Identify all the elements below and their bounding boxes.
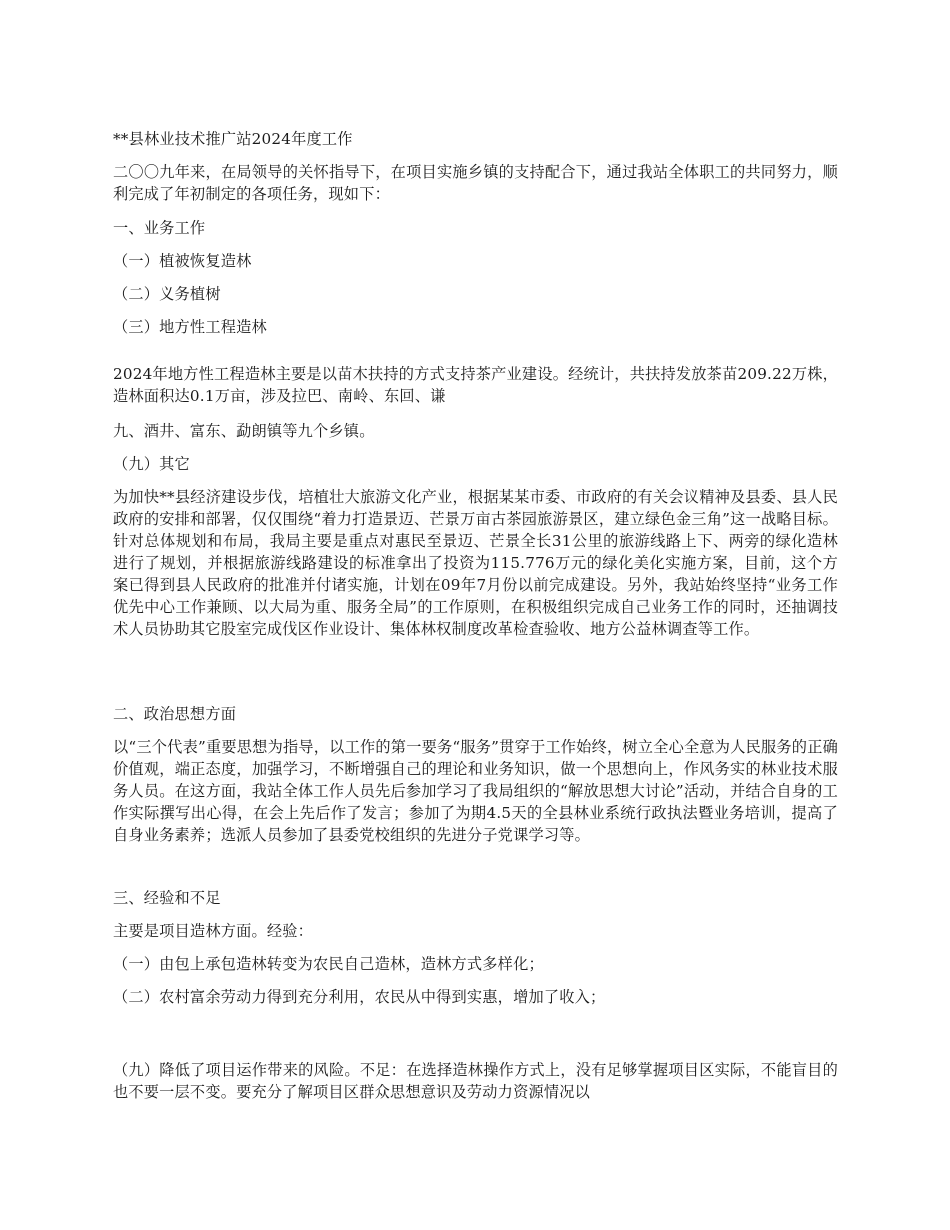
subsection-voluntary-tree-planting: （二）义务植树 (113, 285, 221, 303)
intro-paragraph: 二〇〇九年来，在局领导的关怀指导下，在项目实施乡镇的支持配合下，通过我站全体职工的共同努力，顺利完成了年初制定的各项任务，现如下： (113, 163, 838, 203)
towns-line: 九、酒井、富东、勐朗镇等九个乡镇。 (113, 422, 375, 440)
last-paragraph: （九）降低了项目运作带来的风险。不足：在选择造林操作方式上，没有足够掌握项目区实际，不能盲目的也不要一层不变。要充分了解项目区群众思想意识及劳动力资源情况以 (113, 1061, 838, 1101)
experience-intro: 主要是项目造林方面。经验： (113, 922, 314, 940)
section-heading-political: 二、政治思想方面 (113, 705, 237, 723)
subsection-vegetation-restoration: （一）植被恢复造林 (113, 252, 252, 270)
subsection-local-engineering-afforestation: （三）地方性工程造林 (113, 318, 267, 336)
section-heading-experience: 三、经验和不足 (113, 889, 221, 907)
experience-item-2: （二）农村富余劳动力得到充分利用，农民从中得到实惠，增加了收入； (113, 988, 606, 1006)
stats-paragraph: 2024年地方性工程造林主要是以苗木扶持的方式支持茶产业建设。经统计，共扶持发放茶苗209.22万株，造林面积达0.1万亩，涉及拉巴、南岭、东回、谦 (113, 365, 838, 405)
experience-item-1: （一）由包上承包造林转变为农民自己造林，造林方式多样化； (113, 955, 544, 973)
document-title: **县林业技术推广站2024年度工作 (113, 130, 353, 148)
section-heading-business: 一、业务工作 (113, 219, 206, 237)
subsection-other: （九）其它 (113, 455, 190, 473)
body-paragraph-political: 以“三个代表”重要思想为指导，以工作的第一要务“服务”贯穿于工作始终，树立全心全意为人民服务的正确价值观，端正态度，加强学习，不断增强自己的理论和业务知识，做一个思想向上，作风务实的林业技术服务人员。在这方面，我站全体工作人员先后参加学习了我局组织的“解放思想大讨论”活动，并结合自身的工作实际撰写出心得，在会上先后作了发言；参加了为期4.5天的全县林业系统行政执法暨业务培训，提高了自身业务素养；选派人员参加了县委党校组织的先进分子党课学习等。 (113, 738, 838, 844)
body-paragraph-tourism: 为加快**县经济建设步伐，培植壮大旅游文化产业，根据某某市委、市政府的有关会议精神及县委、县人民政府的安排和部署，仅仅围绕“着力打造景迈、芒景万亩古茶园旅游景区，建立绿色金三角”这一战略目标。针对总体规划和布局，我局主要是重点对惠民至景迈、芒景全长31公里的旅游线路上下、两旁的绿化造林进行了规划，并根据旅游线路建设的标准拿出了投资为115.776万元的绿化美化实施方案，目前，这个方案已得到县人民政府的批准并付诸实施，计划在09年7月份以前完成建设。另外，我站始终坚持“业务工作优先中心工作兼顾、以大局为重、服务全局”的工作原则，在积极组织完成自己业务工作的同时，还抽调技术人员协助其它股室完成伐区作业设计、集体林权制度改革检查验收、地方公益林调查等工作。 (113, 488, 838, 638)
